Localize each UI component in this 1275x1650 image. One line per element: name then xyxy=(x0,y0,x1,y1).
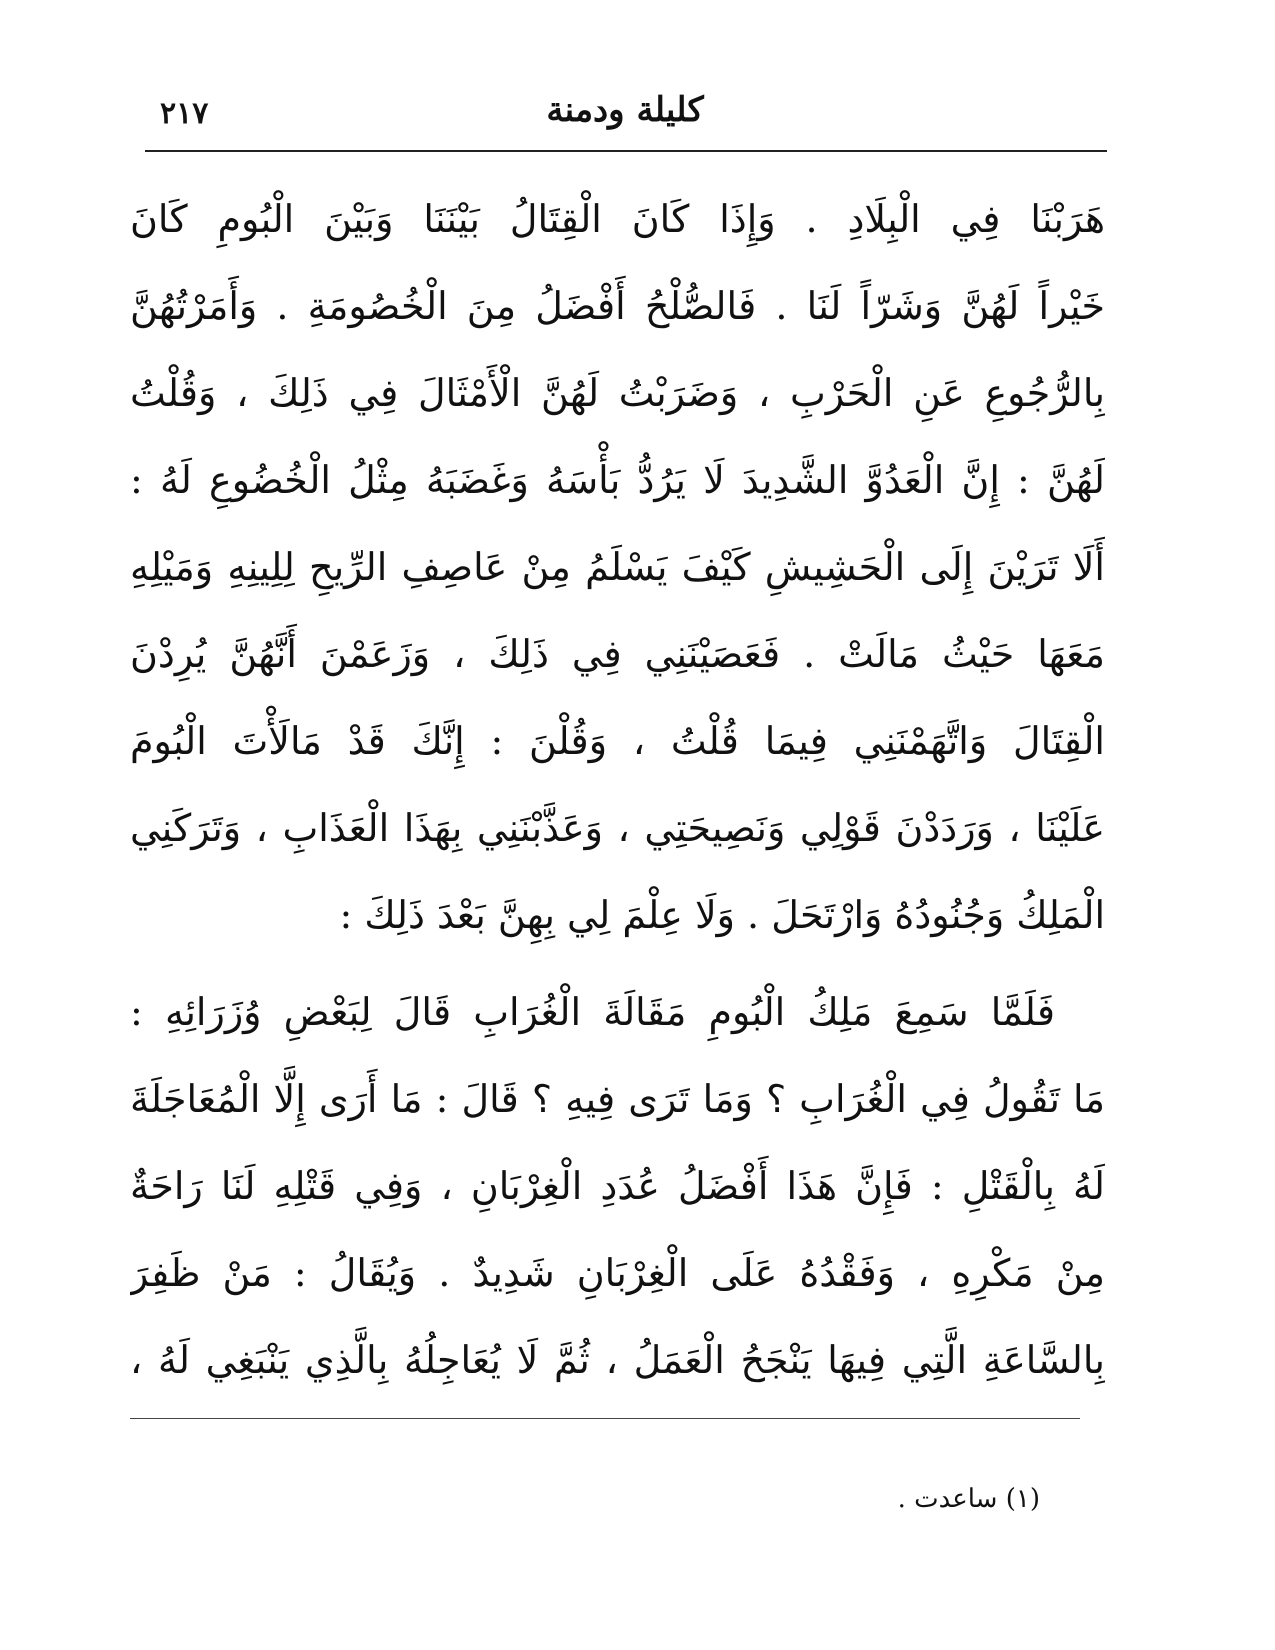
text-line: أَلَا تَرَيْنَ إِلَى الْحَشِيشِ كَيْفَ يَسْلَمُ مِنْ عَاصِفِ الرِّيحِ لِلِينِهِ وَمَيْلِهِ xyxy=(130,545,1105,589)
text-line: مِنْ مَكْرِهِ ، وَفَقْدُهُ عَلَى الْغِرْبَانِ شَدِيدٌ . وَيُقَالُ : مَنْ ظَفِرَ xyxy=(130,1251,1105,1295)
paragraph-1 xyxy=(130,176,1105,959)
paragraph-2 xyxy=(130,969,1105,1404)
page-header xyxy=(150,88,1100,138)
body-text xyxy=(130,176,1105,1404)
header-rule xyxy=(145,150,1107,152)
footnote-rule xyxy=(130,1418,1080,1419)
text-line: بِالرُّجُوعِ عَنِ الْحَرْبِ ، وَضَرَبْتُ لَهُنَّ الْأَمْثَالَ فِي ذَلِكَ ، وَقُلْتُ xyxy=(130,371,1105,415)
footnote: (١) ساعدت . xyxy=(897,1484,1040,1514)
text-line: الْمَلِكُ وَجُنُودُهُ وَارْتَحَلَ . وَلَا عِلْمَ لِي بِهِنَّ بَعْدَ ذَلِكَ : xyxy=(339,893,1105,937)
page-number: ٢١٧ xyxy=(160,96,209,131)
text-line: الْقِتَالَ وَاتَّهَمْنَنِي فِيمَا قُلْتُ ، وَقُلْنَ : إِنَّكَ قَدْ مَالَأْتَ الْبُومَ xyxy=(130,719,1105,763)
text-line: لَهُنَّ : إِنَّ الْعَدُوَّ الشَّدِيدَ لَا يَرُدُّ بَأْسَهُ وَغَضَبَهُ مِثْلُ الْخُضُوعِ لَهُ : xyxy=(130,458,1105,502)
text-line: بِالسَّاعَةِ الَّتِي فِيهَا يَنْجَحُ الْعَمَلُ ، ثُمَّ لَا يُعَاجِلُهُ بِالَّذِي يَنْبَغِي لَهُ ، xyxy=(130,1338,1105,1382)
text-line: هَرَبْنَا فِي الْبِلَادِ . وَإِذَا كَانَ الْقِتَالُ بَيْنَنَا وَبَيْنَ الْبُومِ كَانَ xyxy=(130,197,1105,241)
text-line: فَلَمَّا سَمِعَ مَلِكُ الْبُومِ مَقَالَةَ الْغُرَابِ قَالَ لِبَعْضِ وُزَرَائِهِ : xyxy=(130,990,1055,1034)
text-line: عَلَيْنَا ، وَرَدَدْنَ قَوْلِي وَنَصِيحَتِي ، وَعَذَّبْنَنِي بِهَذَا الْعَذَابِ ، وَتَرَكَنِي xyxy=(130,806,1105,850)
text-line: مَا تَقُولُ فِي الْغُرَابِ ؟ وَمَا تَرَى فِيهِ ؟ قَالَ : مَا أَرَى إِلَّا الْمُعَاجَلَةَ xyxy=(130,1077,1105,1121)
text-line: خَيْراً لَهُنَّ وَشَرّاً لَنَا . فَالصُّلْحُ أَفْضَلُ مِنَ الْخُصُومَةِ . وَأَمَرْتُهُنَّ xyxy=(130,284,1105,328)
text-line: مَعَهَا حَيْثُ مَالَتْ . فَعَصَيْنَنِي فِي ذَلِكَ ، وَزَعَمْنَ أَنَّهُنَّ يُرِدْنَ xyxy=(130,632,1105,676)
running-title: كليلة ودمنة xyxy=(546,90,704,130)
paragraph-gap xyxy=(130,959,1105,969)
text-line: لَهُ بِالْقَتْلِ : فَإِنَّ هَذَا أَفْضَلُ عُدَدِ الْغِرْبَانِ ، وَفِي قَتْلِهِ لَنَا رَاحَةٌ xyxy=(130,1164,1105,1208)
